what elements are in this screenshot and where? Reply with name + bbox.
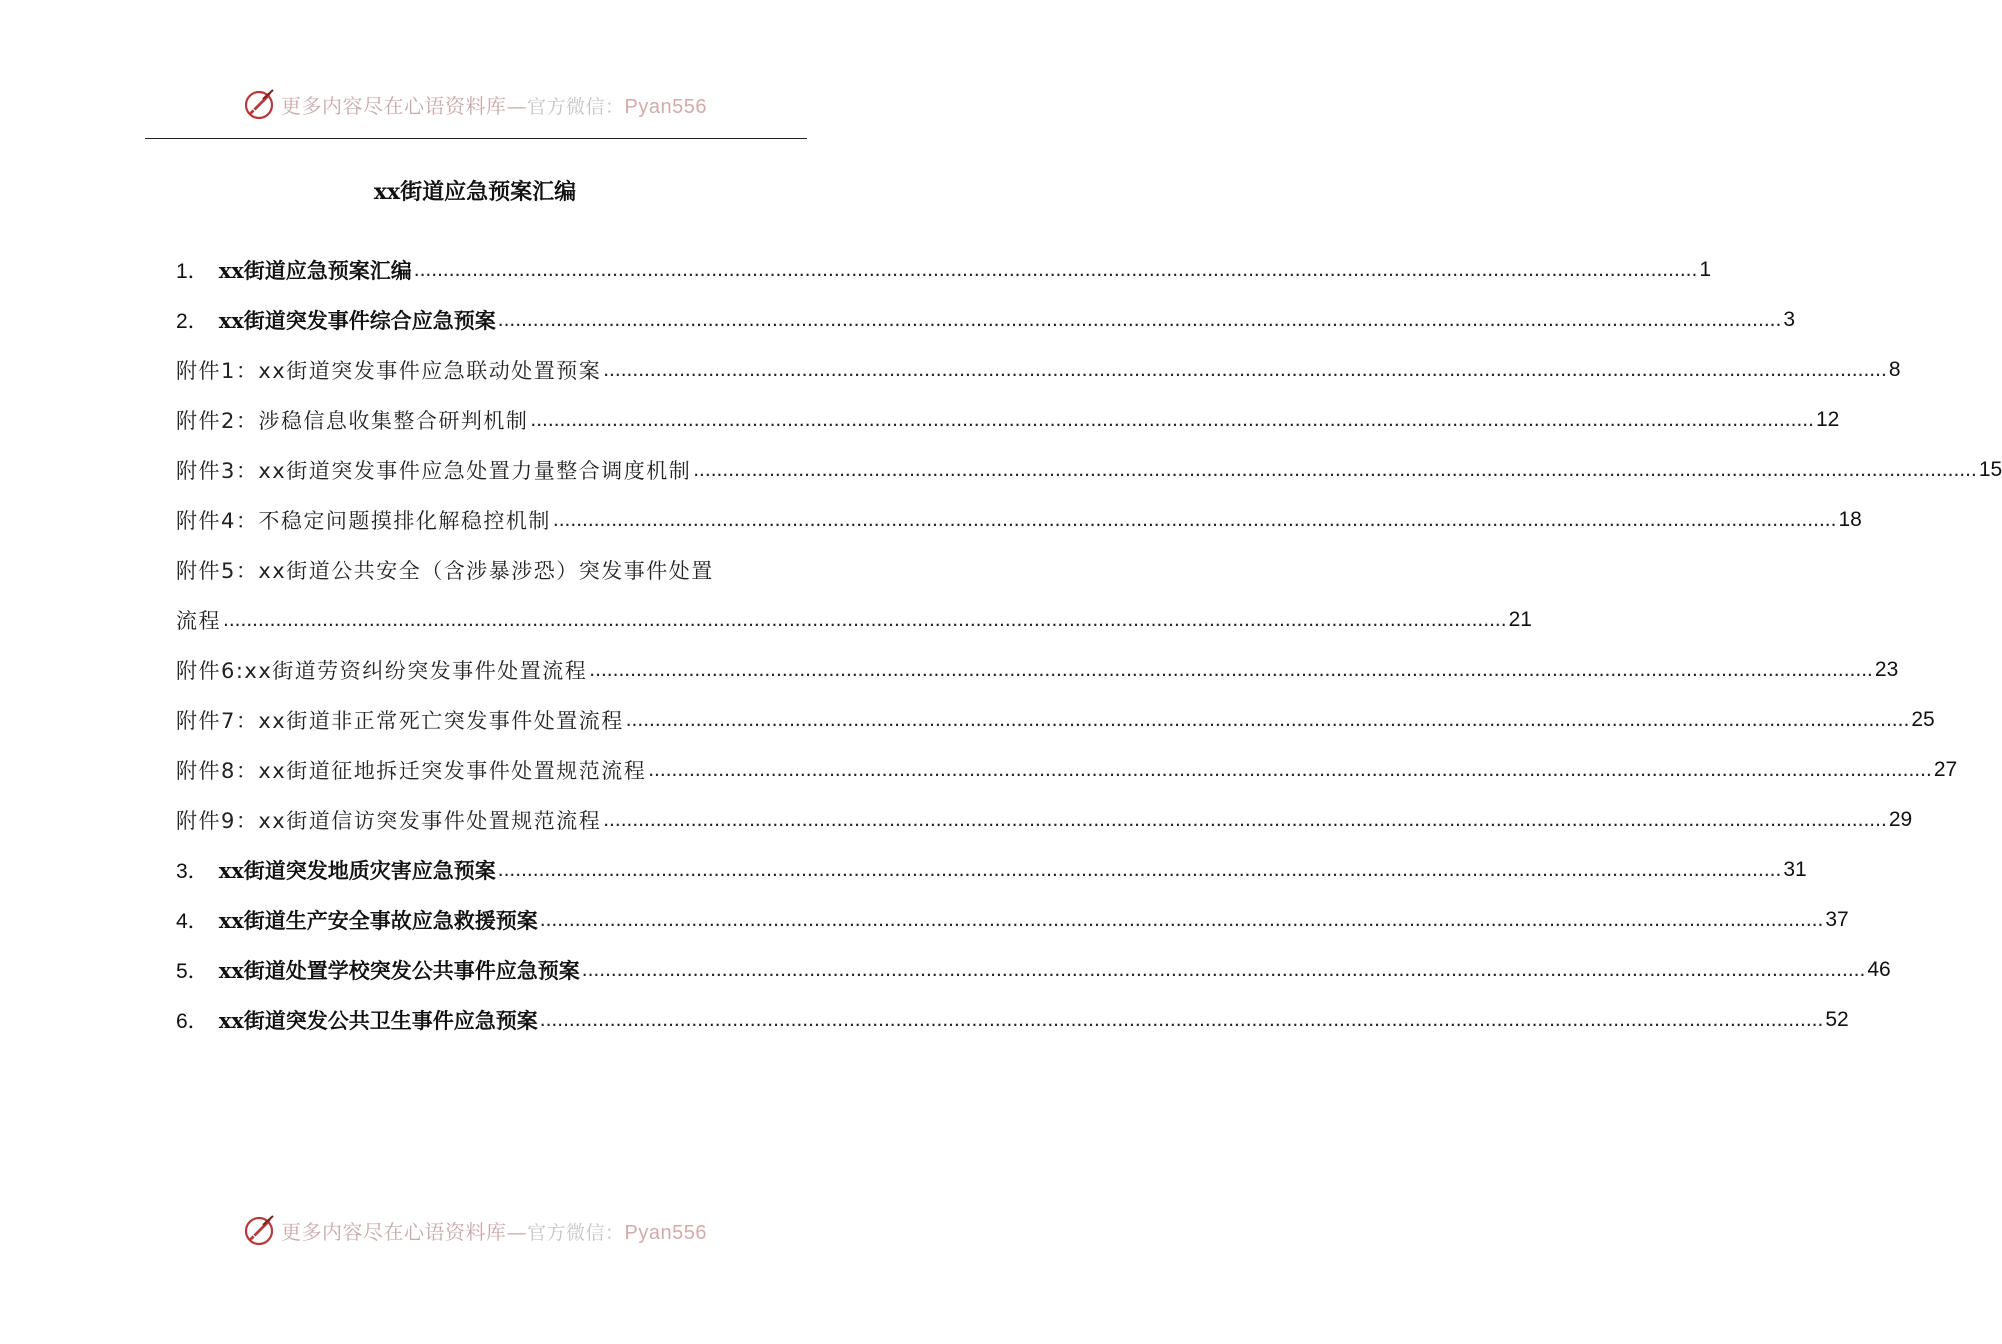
toc-entry[interactable] <box>176 795 1913 845</box>
document-title: xx街道应急预案汇编 <box>373 179 577 205</box>
toc-entry-label: xx街道处置学校突发公共事件应急预案 <box>218 958 580 983</box>
toc-entry-label: 附件2：涉稳信息收集整合研判机制 <box>176 409 529 433</box>
toc-dot-leader: ............................................................................................................................................................................................................................ <box>497 858 1782 881</box>
toc-dot-leader: ............................................................................................................................................................................................................................ <box>648 758 1932 781</box>
toc-dot-leader: ............................................................................................................................................................................................................................ <box>413 258 1698 281</box>
toc-entry-label: 附件5：xx街道公共安全（含涉暴涉恐）突发事件处置 <box>176 559 714 583</box>
toc-dot-leader: ............................................................................................................................................................................................................................ <box>497 308 1782 331</box>
toc-entry-number: 6． <box>176 1010 209 1033</box>
watermark-text <box>281 1216 707 1245</box>
toc-page-number: 1 <box>1699 258 1712 281</box>
toc-entry[interactable] <box>176 345 1901 395</box>
quill-logo-icon <box>243 87 277 121</box>
toc-entry-label: 附件6:xx街道劳资纠纷突发事件处置流程 <box>176 659 588 683</box>
toc-entry[interactable] <box>176 895 1849 945</box>
toc-page-number: 31 <box>1783 858 1807 881</box>
toc-entry[interactable] <box>176 695 1935 745</box>
toc-page-number: 21 <box>1508 608 1532 631</box>
watermark-text <box>281 90 707 119</box>
watermark-wechat-label: 官方微信： <box>527 1221 625 1244</box>
toc-entry-number: 1． <box>176 260 209 283</box>
toc-entry-label: 附件8：xx街道征地拆迁突发事件处置规范流程 <box>176 759 647 783</box>
toc-entry-label: xx街道突发公共卫生事件应急预案 <box>218 1008 538 1033</box>
toc-entry-label: 附件4：不稳定问题摸排化解稳控机制 <box>176 509 551 533</box>
toc-entry[interactable] <box>176 745 1958 795</box>
toc-page-number: 18 <box>1838 508 1862 531</box>
toc-dot-leader: ............................................................................................................................................................................................................................ <box>530 408 1814 431</box>
toc-entry[interactable] <box>176 995 1849 1045</box>
watermark-wechat-id: Pyan556 <box>624 1221 707 1244</box>
toc-entry[interactable] <box>176 545 860 595</box>
watermark-wechat-id: Pyan556 <box>624 95 707 118</box>
toc-entry-label: 流程 <box>176 609 221 633</box>
header-divider <box>145 138 807 139</box>
toc-page-number: 25 <box>1911 708 1935 731</box>
watermark-dash: — <box>506 1219 527 1244</box>
toc-entry[interactable] <box>176 395 1840 445</box>
toc-entry-label: xx街道生产安全事故应急救援预案 <box>218 908 538 933</box>
toc-page-number: 15 <box>1978 458 2002 481</box>
toc-entry-label: 附件7：xx街道非正常死亡突发事件处置流程 <box>176 709 624 733</box>
footer-watermark <box>0 1208 950 1252</box>
toc-entry-label: xx街道突发事件综合应急预案 <box>218 308 496 333</box>
toc-page-number: 52 <box>1825 1008 1849 1031</box>
toc-dot-leader: ............................................................................................................................................................................................................................ <box>223 608 1507 631</box>
toc-entry-number: 3． <box>176 860 209 883</box>
toc-entry[interactable] <box>176 445 2002 495</box>
toc-page-number: 23 <box>1874 658 1899 681</box>
toc-page-number: 29 <box>1888 808 1913 831</box>
toc-page-number: 37 <box>1825 908 1849 931</box>
toc-dot-leader: ............................................................................................................................................................................................................................ <box>603 808 1887 831</box>
toc-dot-leader: ............................................................................................................................................................................................................................ <box>603 358 1887 381</box>
toc-entry[interactable] <box>176 595 1532 645</box>
toc-dot-leader: ............................................................................................................................................................................................................................ <box>589 658 1873 681</box>
toc-page-number: 3 <box>1783 308 1796 331</box>
toc-entry-label: 附件9：xx街道信访突发事件处置规范流程 <box>176 809 602 833</box>
toc-entry[interactable] <box>176 245 1712 295</box>
toc-entry-number: 4． <box>176 910 209 933</box>
toc-entry-number: 2． <box>176 310 209 333</box>
toc-page-number: 27 <box>1933 758 1958 781</box>
toc-dot-leader: ............................................................................................................................................................................................................................ <box>539 1008 1824 1031</box>
watermark-brand: 更多内容尽在心语资料库 <box>281 93 507 118</box>
toc-dot-leader: ............................................................................................................................................................................................................................ <box>539 908 1824 931</box>
toc-entry-number: 5． <box>176 960 209 983</box>
toc-page-number: 46 <box>1867 958 1891 981</box>
toc-dot-leader: ............................................................................................................................................................................................................................ <box>581 958 1866 981</box>
toc-entry[interactable] <box>176 945 1891 995</box>
toc-entry-label: 附件3：xx街道突发事件应急处置力量整合调度机制 <box>176 459 692 483</box>
toc-entry-label: xx街道应急预案汇编 <box>218 258 412 283</box>
watermark-dash: — <box>506 93 527 118</box>
watermark-brand: 更多内容尽在心语资料库 <box>281 1219 507 1244</box>
quill-logo-icon <box>243 1213 277 1247</box>
toc-dot-leader: ............................................................................................................................................................................................................................ <box>693 458 1977 481</box>
table-of-contents <box>176 245 2002 1045</box>
toc-entry[interactable] <box>176 495 1862 545</box>
toc-dot-leader: ............................................................................................................................................................................................................................ <box>625 708 1910 731</box>
toc-dot-leader: ............................................................................................................................................................................................................................ <box>552 508 1837 531</box>
toc-entry[interactable] <box>176 645 1899 695</box>
toc-entry-label: xx街道突发地质灾害应急预案 <box>218 858 496 883</box>
toc-entry[interactable] <box>176 295 1796 345</box>
header-watermark <box>0 82 950 126</box>
toc-page-number: 8 <box>1888 358 1901 381</box>
watermark-wechat-label: 官方微信： <box>527 95 625 118</box>
toc-entry-label: 附件1：xx街道突发事件应急联动处置预案 <box>176 359 602 383</box>
toc-page-number: 12 <box>1815 408 1840 431</box>
toc-entry[interactable] <box>176 845 1807 895</box>
